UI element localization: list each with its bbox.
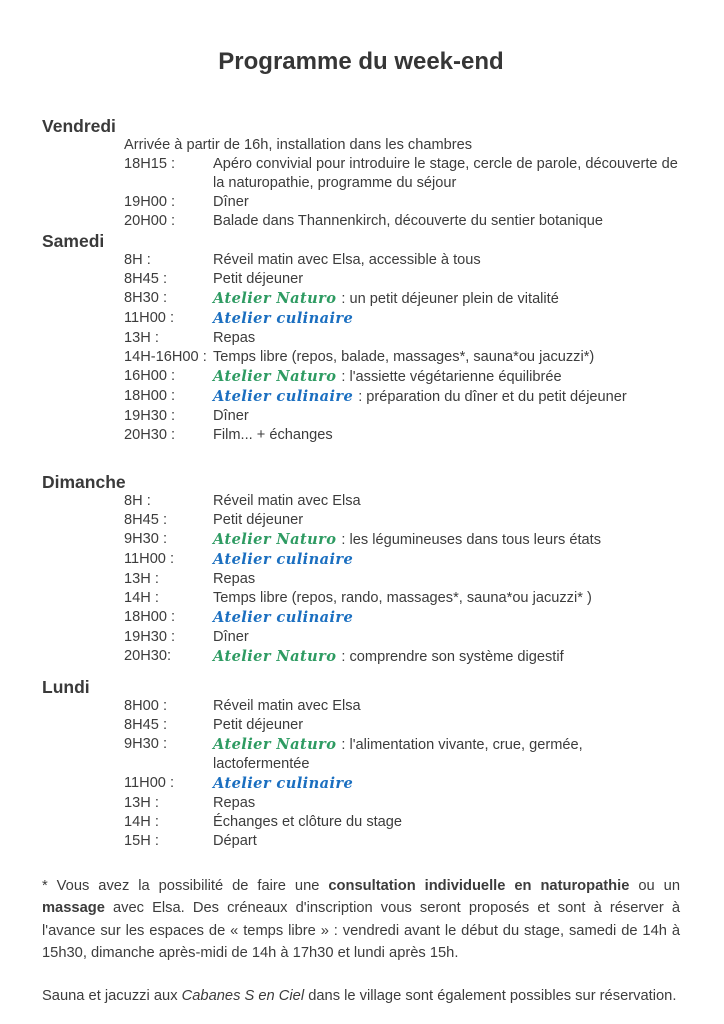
- time-label: 8H45 :: [124, 512, 167, 528]
- time-label: 18H00 :: [124, 388, 176, 404]
- time-label: 13H :: [124, 330, 159, 346]
- time-label: 11H00 :: [124, 310, 175, 326]
- schedule-row: [42, 628, 680, 647]
- atelier-label-naturo: Atelier Naturo: [213, 736, 337, 753]
- event-description: Temps libre (repos, rando, massages*, sauna*ou jacuzzi* ): [213, 590, 592, 606]
- event-description: Réveil matin avec Elsa: [213, 493, 361, 509]
- schedule-row: [42, 511, 680, 530]
- event-description: Réveil matin avec Elsa: [213, 698, 361, 714]
- footnote-segment: * Vous avez la possibilité de faire une: [42, 878, 329, 894]
- day-heading: Dimanche: [42, 472, 126, 492]
- schedule-row: [42, 289, 680, 309]
- atelier-topic: : préparation du dîner et du petit déjeuner: [358, 389, 627, 405]
- intro-text: Arrivée à partir de 16h, installation dans les chambres: [124, 137, 472, 153]
- day-section-samedi: [42, 231, 680, 445]
- time-label: 19H30 :: [124, 629, 176, 645]
- time-label: 8H :: [124, 252, 151, 268]
- footnotes-area: [42, 875, 680, 1007]
- schedule-row: [42, 647, 680, 667]
- atelier-topic: : l'assiette végétarienne équilibrée: [341, 369, 562, 385]
- schedule-row: [42, 193, 680, 212]
- atelier-label-naturo: Atelier Naturo: [213, 648, 337, 665]
- time-label: 13H :: [124, 795, 159, 811]
- schedule-row: [42, 155, 680, 193]
- event-description: Petit déjeuner: [213, 717, 304, 733]
- footnote-segment: ou un: [629, 878, 680, 894]
- event-description: [213, 530, 680, 550]
- time-label: 15H :: [124, 833, 159, 849]
- atelier-label-culinaire: Atelier culinaire: [213, 388, 354, 405]
- footnote-segment: consultation individuelle en naturopathie: [328, 878, 630, 894]
- time-label: 11H00 :: [124, 551, 175, 567]
- schedule-row: [42, 367, 680, 387]
- event-description: Dîner: [213, 629, 249, 645]
- day-heading: Vendredi: [42, 116, 116, 136]
- page-title: Programme du week-end: [218, 48, 504, 75]
- consultation-note: [42, 875, 680, 965]
- event-description: Dîner: [213, 194, 249, 210]
- atelier-label-culinaire: Atelier culinaire: [213, 310, 354, 327]
- schedule-row: [42, 387, 680, 407]
- event-description: [213, 309, 680, 329]
- atelier-topic: : l'alimentation vivante, crue, germée, lactofermentée: [213, 737, 583, 772]
- atelier-label-naturo: Atelier Naturo: [213, 290, 337, 307]
- event-description: Petit déjeuner: [213, 271, 304, 287]
- footnote-segment: Cabanes S en Ciel: [181, 987, 305, 1004]
- intro-row: [42, 136, 680, 155]
- time-label: 9H30 :: [124, 531, 167, 547]
- time-label: 14H :: [124, 590, 159, 606]
- event-description: Temps libre (repos, balade, massages*, sauna*ou jacuzzi*): [213, 349, 595, 365]
- schedule-sections: [42, 116, 680, 851]
- schedule-row: [42, 492, 680, 511]
- atelier-label-culinaire: Atelier culinaire: [213, 609, 354, 626]
- event-description: Repas: [213, 571, 256, 587]
- time-label: 8H :: [124, 493, 151, 509]
- time-label: 20H00 :: [124, 213, 176, 229]
- schedule-row: [42, 426, 680, 445]
- day-section-vendredi: [42, 116, 680, 231]
- schedule-row: [42, 309, 680, 329]
- time-label: 18H15 :: [124, 156, 176, 172]
- event-description: [213, 289, 680, 309]
- time-label: 13H :: [124, 571, 159, 587]
- schedule-row: [42, 716, 680, 735]
- event-description: [213, 647, 680, 667]
- schedule-row: [42, 270, 680, 289]
- event-description: Réveil matin avec Elsa, accessible à tous: [213, 252, 481, 268]
- event-description: [213, 608, 680, 628]
- event-description: Échanges et clôture du stage: [213, 814, 403, 830]
- footnote-segment: avec Elsa. Des créneaux d'inscription vous seront proposés et sont à réserver à l'avance sur les espaces de « temps libre » : vendredi avant le début du stage, samedi de 14h à 15h30, dimanche après-midi de 14h à 17h30 et lundi après 15h.: [42, 900, 680, 962]
- atelier-label-naturo: Atelier Naturo: [213, 531, 337, 548]
- time-label: 11H00 :: [124, 775, 175, 791]
- schedule-row: [42, 832, 680, 851]
- atelier-label-culinaire: Atelier culinaire: [213, 551, 354, 568]
- schedule-row: [42, 550, 680, 570]
- schedule-row: [42, 407, 680, 426]
- atelier-topic: : un petit déjeuner plein de vitalité: [341, 291, 559, 307]
- day-heading: Lundi: [42, 677, 90, 697]
- day-section-lundi: [42, 677, 680, 851]
- time-label: 9H30 :: [124, 736, 167, 752]
- schedule-row: [42, 735, 680, 774]
- event-description: [213, 387, 680, 407]
- event-description: Repas: [213, 330, 256, 346]
- schedule-row: [42, 530, 680, 550]
- schedule-row: [42, 348, 680, 367]
- time-label: 20H30:: [124, 648, 172, 664]
- event-description: Film... + échanges: [213, 427, 333, 443]
- schedule-row: [42, 813, 680, 832]
- schedule-row: [42, 251, 680, 270]
- time-label: 18H00 :: [124, 609, 176, 625]
- time-label: 20H30 :: [124, 427, 176, 443]
- time-label: 8H30 :: [124, 290, 167, 306]
- schedule-row: [42, 608, 680, 628]
- event-description: [213, 367, 680, 387]
- event-description: [213, 550, 680, 570]
- event-description: Départ: [213, 833, 257, 849]
- footnote-segment: Sauna et jacuzzi aux: [42, 987, 182, 1004]
- event-description: [213, 774, 680, 794]
- day-heading: Samedi: [42, 231, 105, 251]
- atelier-label-naturo: Atelier Naturo: [213, 368, 337, 385]
- time-label: 8H45 :: [124, 717, 167, 733]
- time-label: 19H30 :: [124, 408, 176, 424]
- time-label: 16H00 :: [124, 368, 176, 384]
- atelier-topic: : les légumineuses dans tous leurs états: [341, 532, 601, 548]
- event-description: Dîner: [213, 408, 249, 424]
- time-label: 14H :: [124, 814, 159, 830]
- schedule-row: [42, 589, 680, 608]
- schedule-row: [42, 212, 680, 231]
- time-label: 8H45 :: [124, 271, 167, 287]
- schedule-row: [42, 774, 680, 794]
- atelier-topic: : comprendre son système digestif: [341, 649, 564, 665]
- event-description: Apéro convivial pour introduire le stage, cercle de parole, découverte de la naturopathie, programme du séjour: [213, 156, 678, 191]
- time-label: 14H-16H00 :: [124, 349, 207, 365]
- time-label: 8H00 :: [124, 698, 167, 714]
- day-section-dimanche: [42, 472, 680, 667]
- sauna-note: [42, 985, 680, 1007]
- event-description: Petit déjeuner: [213, 512, 304, 528]
- atelier-label-culinaire: Atelier culinaire: [213, 775, 354, 792]
- schedule-row: [42, 570, 680, 589]
- schedule-row: [42, 794, 680, 813]
- event-description: Balade dans Thannenkirch, découverte du sentier botanique: [213, 213, 603, 229]
- footnote-segment: dans le village sont également possibles sur réservation.: [304, 987, 677, 1004]
- footnote-segment: massage: [42, 900, 105, 917]
- schedule-row: [42, 329, 680, 348]
- schedule-row: [42, 697, 680, 716]
- event-description: [213, 735, 680, 774]
- time-label: 19H00 :: [124, 194, 176, 210]
- event-description: Repas: [213, 795, 256, 811]
